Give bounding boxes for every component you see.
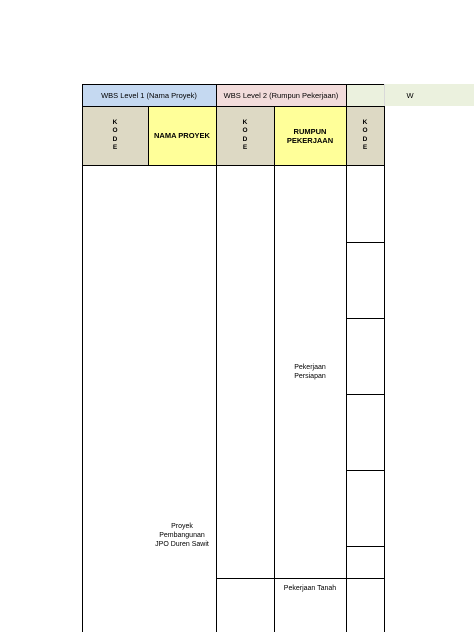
- wbs-level-3-label: W: [406, 90, 414, 100]
- wbs-level-2-header: [216, 84, 346, 106]
- kode-1-header: [82, 106, 148, 165]
- kode-1-label: K O D E: [112, 118, 118, 151]
- wbs-level-3-header: [346, 84, 474, 106]
- wbs-level-2-label: WBS Level 2 (Rumpun Pekerjaan): [223, 90, 339, 100]
- grid-line: [346, 546, 384, 547]
- grid-line: [346, 318, 384, 319]
- kode-3-header: [346, 106, 384, 165]
- grid-line: [346, 394, 384, 395]
- project-name-cell: Proyek Pembangunan JPO Duren Sawit: [155, 523, 209, 548]
- grid-line: [148, 106, 149, 165]
- grid-line: [274, 106, 275, 632]
- wbs-level-1-header: [82, 84, 216, 106]
- grid-line: [384, 84, 385, 632]
- rumpun-pekerjaan-label: RUMPUN PEKERJAAN: [286, 126, 334, 145]
- rumpun-tanah-cell: Pekerjaan Tanah: [283, 585, 337, 592]
- grid-line: [216, 84, 217, 632]
- kode-3-label: K O D E: [362, 118, 368, 151]
- grid-line: [216, 578, 384, 579]
- grid-line: [346, 242, 384, 243]
- wbs-level-1-label: WBS Level 1 (Nama Proyek): [101, 90, 197, 100]
- grid-line: [82, 165, 384, 166]
- kode-2-label: K O D E: [242, 118, 248, 151]
- nama-proyek-label: NAMA PROYEK: [154, 131, 210, 140]
- grid-line: [346, 470, 384, 471]
- grid-line: [82, 84, 83, 632]
- nama-proyek-header: [148, 106, 216, 165]
- grid-line: [82, 84, 384, 85]
- kode-2-header: [216, 106, 274, 165]
- grid-line: [384, 84, 385, 106]
- rumpun-persiapan-cell: Pekerjaan Persiapan: [294, 364, 326, 380]
- rumpun-pekerjaan-header: [274, 106, 346, 165]
- grid-line: [82, 106, 384, 107]
- grid-line: [346, 84, 347, 632]
